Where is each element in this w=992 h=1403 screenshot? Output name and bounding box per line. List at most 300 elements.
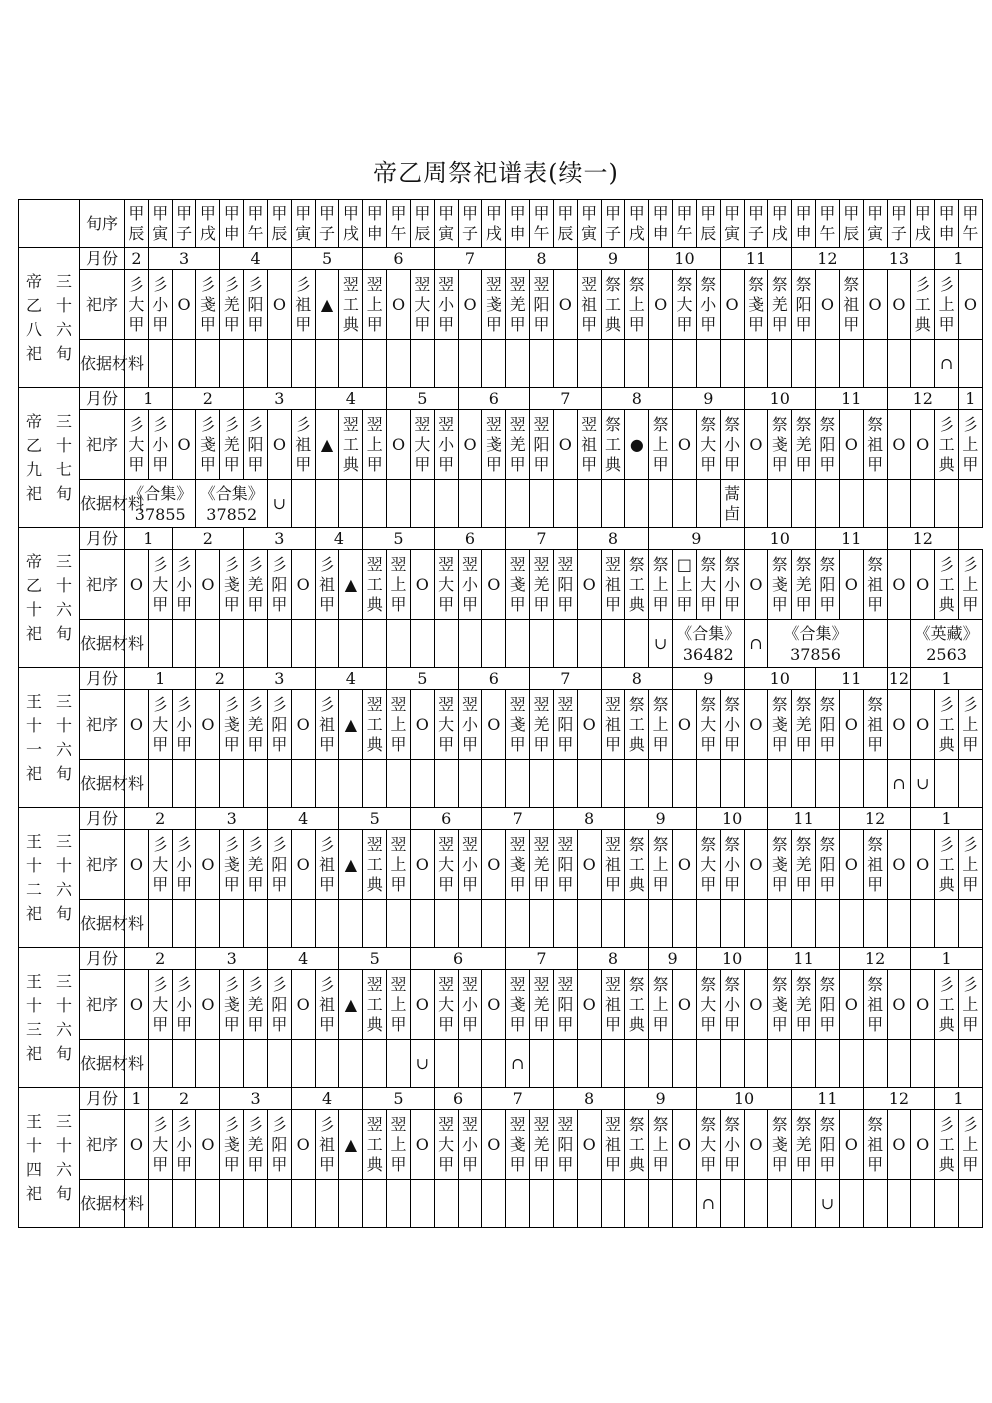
evidence-cell-empty xyxy=(172,620,196,668)
evidence-cell-empty xyxy=(792,1040,816,1088)
evidence-cell: ∪ xyxy=(911,760,935,808)
evidence-cell-empty xyxy=(530,1180,554,1228)
rite-cell: 彡 阳 甲 xyxy=(244,270,268,340)
rite-cell: ▲ xyxy=(315,270,339,340)
rite-cell: 翌 大 甲 xyxy=(434,970,458,1040)
rite-cell: 彡 工 典 xyxy=(935,1110,959,1180)
rite-cell: 祭 上 甲 xyxy=(649,410,673,480)
day-header-cell: 甲 辰 xyxy=(553,200,577,248)
rite-cell: O xyxy=(125,690,149,760)
rite-cell: 彡 羌 甲 xyxy=(244,690,268,760)
month-cell: 4 xyxy=(220,248,291,270)
evidence-cell-empty xyxy=(911,1180,935,1228)
rite-cell: 翌 羌 甲 xyxy=(506,270,530,340)
evidence-cell-empty xyxy=(577,760,601,808)
evidence-cell-empty xyxy=(839,760,863,808)
evidence-cell-empty xyxy=(506,900,530,948)
evidence-cell-empty xyxy=(387,620,411,668)
month-cell: 1 xyxy=(125,388,173,410)
rite-cell: O xyxy=(744,410,768,480)
month-cell: 2 xyxy=(125,948,196,970)
schedule-table xyxy=(18,199,983,1228)
page-title: 帝乙周祭祀谱表(续一) xyxy=(373,159,619,187)
evidence-cell-empty xyxy=(839,480,863,528)
rite-cell: 翌 阳 甲 xyxy=(553,550,577,620)
evidence-cell-empty xyxy=(482,620,506,668)
rite-cell: 彡 戔 甲 xyxy=(220,1110,244,1180)
evidence-cell-empty xyxy=(387,1040,411,1088)
month-row xyxy=(19,668,983,690)
rite-cell: O xyxy=(458,270,482,340)
rite-cell: 彡 阳 甲 xyxy=(267,1110,291,1180)
day-header-cell: 甲 寅 xyxy=(863,200,887,248)
evidence-cell-empty xyxy=(577,900,601,948)
month-cell: 9 xyxy=(673,668,744,690)
month-cell: 8 xyxy=(506,248,577,270)
evidence-cell-empty xyxy=(363,340,387,388)
evidence-cell-empty xyxy=(530,480,554,528)
rite-cell: 翌 上 甲 xyxy=(387,550,411,620)
month-cell: 6 xyxy=(458,668,529,690)
evidence-cell-empty xyxy=(887,1040,911,1088)
month-cell: 10 xyxy=(744,528,815,550)
month-cell: 10 xyxy=(744,668,815,690)
rite-cell: O xyxy=(196,690,220,760)
evidence-cell-empty xyxy=(696,760,720,808)
rite-cell: 祭 小 甲 xyxy=(720,970,744,1040)
rite-cell: 彡 阳 甲 xyxy=(267,550,291,620)
evidence-cell-empty xyxy=(887,1180,911,1228)
rite-cell: 翌 戔 甲 xyxy=(482,270,506,340)
evidence-cell: 《合集》 37855 xyxy=(125,480,196,528)
rite-cell: 翌 工 典 xyxy=(363,970,387,1040)
rite-cell: O xyxy=(410,690,434,760)
rite-cell: O xyxy=(839,970,863,1040)
month-cell: 10 xyxy=(696,808,767,830)
rite-cell: 彡 上 甲 xyxy=(958,550,982,620)
rite-cell: O xyxy=(410,1110,434,1180)
rite-cell: O xyxy=(887,550,911,620)
rite-cell: O xyxy=(125,830,149,900)
day-header-cell: 甲 寅 xyxy=(434,200,458,248)
evidence-cell-empty xyxy=(458,620,482,668)
rite-cell: 祭 小 甲 xyxy=(720,1110,744,1180)
rite-cell: 翌 工 典 xyxy=(363,1110,387,1180)
rite-cell: O xyxy=(958,270,982,340)
rite-cell: 祭 羌 甲 xyxy=(792,1110,816,1180)
rite-cell: O xyxy=(911,830,935,900)
rite-cell: 祭 工 典 xyxy=(625,970,649,1040)
evidence-cell-empty xyxy=(339,620,363,668)
rite-row xyxy=(19,1110,983,1180)
evidence-cell-empty xyxy=(792,480,816,528)
evidence-cell-empty xyxy=(649,1040,673,1088)
evidence-cell-empty xyxy=(148,760,172,808)
rite-cell: O xyxy=(125,550,149,620)
rite-cell: 祭 祖 甲 xyxy=(863,830,887,900)
month-row xyxy=(19,808,983,830)
evidence-cell-empty xyxy=(363,1180,387,1228)
rite-cell: O xyxy=(673,690,697,760)
month-cell: 9 xyxy=(625,808,696,830)
day-header-cell: 甲 申 xyxy=(220,200,244,248)
evidence-cell-empty xyxy=(267,760,291,808)
section-name-column: 帝 乙 九 祀 xyxy=(25,411,42,503)
rite-cell: 翌 小 甲 xyxy=(458,550,482,620)
evidence-cell-empty xyxy=(172,1040,196,1088)
evidence-cell: ∩ xyxy=(696,1180,720,1228)
rite-cell: 祭 羌 甲 xyxy=(792,550,816,620)
evidence-cell-empty xyxy=(315,1180,339,1228)
evidence-cell-empty xyxy=(339,1180,363,1228)
evidence-cell-empty xyxy=(339,760,363,808)
evidence-cell-empty xyxy=(935,1040,959,1088)
evidence-cell-empty xyxy=(482,760,506,808)
evidence-cell-empty xyxy=(673,760,697,808)
evidence-cell-empty xyxy=(792,900,816,948)
rite-cell: 翌 祖 甲 xyxy=(577,410,601,480)
month-cell: 11 xyxy=(816,528,887,550)
month-cell: 3 xyxy=(244,528,315,550)
evidence-cell: ∪ xyxy=(410,1040,434,1088)
month-row xyxy=(19,248,983,270)
rite-cell: 翌 羌 甲 xyxy=(530,830,554,900)
rite-cell: 彡 上 甲 xyxy=(958,970,982,1040)
rite-cell: O xyxy=(172,270,196,340)
evidence-cell-empty xyxy=(601,1040,625,1088)
rite-cell: 翌 工 典 xyxy=(363,690,387,760)
rite-cell: 祭 上 甲 xyxy=(649,550,673,620)
evidence-cell-empty xyxy=(839,1040,863,1088)
evidence-cell-empty xyxy=(363,480,387,528)
evidence-cell-empty xyxy=(625,480,649,528)
rite-cell: 彡 上 甲 xyxy=(958,690,982,760)
rite-cell: 翌 祖 甲 xyxy=(601,550,625,620)
evidence-cell-empty xyxy=(911,900,935,948)
evidence-cell: 《合集》 37856 xyxy=(768,620,863,668)
day-header-cell: 甲 寅 xyxy=(148,200,172,248)
day-header-cell: 甲 子 xyxy=(744,200,768,248)
month-cell: 2 xyxy=(125,808,196,830)
rite-cell: O xyxy=(863,270,887,340)
evidence-cell-empty xyxy=(935,900,959,948)
rite-cell: 祭 戔 甲 xyxy=(768,970,792,1040)
evidence-cell-empty xyxy=(744,480,768,528)
evidence-cell-empty xyxy=(363,1040,387,1088)
evidence-cell-empty xyxy=(911,1040,935,1088)
rite-cell: 彡 工 典 xyxy=(935,410,959,480)
day-header-cell: 甲 辰 xyxy=(267,200,291,248)
month-cell: 5 xyxy=(363,1088,434,1110)
rite-cell: O xyxy=(887,410,911,480)
rite-cell: 彡 小 甲 xyxy=(148,410,172,480)
rite-cell: 彡 大 甲 xyxy=(125,270,149,340)
month-cell: 2 xyxy=(196,668,244,690)
rite-cell: 翌 祖 甲 xyxy=(601,970,625,1040)
rite-cell: 祭 祖 甲 xyxy=(863,970,887,1040)
day-header-cell: 甲 戌 xyxy=(625,200,649,248)
rite-cell: O xyxy=(125,1110,149,1180)
evidence-cell-empty xyxy=(148,620,172,668)
month-cell: 2 xyxy=(172,528,243,550)
evidence-cell-empty xyxy=(339,480,363,528)
evidence-cell-empty xyxy=(768,900,792,948)
rite-cell: 彡 祖 甲 xyxy=(315,550,339,620)
rite-cell: O xyxy=(267,410,291,480)
evidence-cell-empty xyxy=(291,1180,315,1228)
section-name-column: 王 十 四 祀 xyxy=(25,1111,42,1203)
rite-cell: 祭 阳 甲 xyxy=(816,410,840,480)
evidence-cell: ∩ xyxy=(744,620,768,668)
rite-cell: O xyxy=(125,970,149,1040)
evidence-cell-empty xyxy=(816,340,840,388)
rite-cell: 祭 上 甲 xyxy=(649,690,673,760)
rite-cell: 翌 大 甲 xyxy=(434,1110,458,1180)
month-cell: 9 xyxy=(577,248,648,270)
month-cell: 8 xyxy=(553,808,624,830)
rite-cell: 祭 戔 甲 xyxy=(768,1110,792,1180)
rite-cell: 祭 上 甲 xyxy=(649,1110,673,1180)
evidence-cell-empty xyxy=(601,340,625,388)
month-cell: 10 xyxy=(744,388,815,410)
section-name-column: 帝 乙 十 祀 xyxy=(25,551,42,643)
rite-cell: 祭 小 甲 xyxy=(720,830,744,900)
rite-cell: 翌 大 甲 xyxy=(434,690,458,760)
rite-cell: 翌 戔 甲 xyxy=(506,830,530,900)
rite-cell: 彡 上 甲 xyxy=(958,830,982,900)
rite-cell: O xyxy=(911,690,935,760)
evidence-cell-empty xyxy=(387,900,411,948)
month-cell: 2 xyxy=(172,388,243,410)
evidence-cell-empty xyxy=(744,1040,768,1088)
evidence-cell-empty xyxy=(410,760,434,808)
section-name xyxy=(19,388,80,528)
rite-cell: 祭 上 甲 xyxy=(625,270,649,340)
rite-cell: ● xyxy=(625,410,649,480)
rite-cell: O xyxy=(839,410,863,480)
evidence-cell-empty xyxy=(506,340,530,388)
rite-cell: 彡 小 甲 xyxy=(172,690,196,760)
evidence-cell-empty xyxy=(887,900,911,948)
evidence-cell-empty xyxy=(482,900,506,948)
rite-cell: O xyxy=(887,830,911,900)
rite-cell: 彡 上 甲 xyxy=(958,410,982,480)
rite-row xyxy=(19,410,983,480)
rite-cell: O xyxy=(673,410,697,480)
rite-cell: ▲ xyxy=(339,970,363,1040)
month-cell: 8 xyxy=(601,388,672,410)
evidence-cell-empty xyxy=(553,1180,577,1228)
evidence-cell-empty xyxy=(863,620,887,668)
evidence-cell: 蒿 卣 xyxy=(720,480,744,528)
evidence-cell-empty xyxy=(267,1040,291,1088)
rite-cell: 祭 阳 甲 xyxy=(792,270,816,340)
rite-cell: 翌 小 甲 xyxy=(458,830,482,900)
rite-cell: 翌 上 甲 xyxy=(387,970,411,1040)
evidence-cell-empty xyxy=(148,1040,172,1088)
evidence-cell-empty xyxy=(196,900,220,948)
month-cell: 10 xyxy=(696,948,767,970)
rite-cell: O xyxy=(553,410,577,480)
month-cell: 3 xyxy=(148,248,219,270)
rite-cell: O xyxy=(911,410,935,480)
rite-cell: O xyxy=(839,550,863,620)
evidence-cell-empty xyxy=(863,1180,887,1228)
rite-cell: 彡 阳 甲 xyxy=(244,410,268,480)
evidence-cell-empty xyxy=(291,480,315,528)
evidence-cell-empty xyxy=(863,1040,887,1088)
section-name-column: 三 十 六 旬 xyxy=(56,691,73,783)
rite-cell: 彡 羌 甲 xyxy=(244,1110,268,1180)
section-name-column: 三 十 六 旬 xyxy=(56,971,73,1063)
evidence-cell-empty xyxy=(863,760,887,808)
evidence-cell-empty xyxy=(768,480,792,528)
rite-cell: 彡 阳 甲 xyxy=(267,830,291,900)
evidence-row xyxy=(19,1040,983,1088)
rite-cell: ▲ xyxy=(339,1110,363,1180)
rite-cell: 祭 羌 甲 xyxy=(792,830,816,900)
day-header-cell: 甲 戌 xyxy=(339,200,363,248)
rite-cell: 翌 戔 甲 xyxy=(506,550,530,620)
rite-cell: 彡 羌 甲 xyxy=(220,270,244,340)
evidence-cell-empty xyxy=(744,760,768,808)
evidence-cell-empty xyxy=(291,620,315,668)
rite-cell: O xyxy=(816,270,840,340)
section-name xyxy=(19,948,80,1088)
day-header-cell: 甲 子 xyxy=(172,200,196,248)
day-header-cell: 甲 戌 xyxy=(482,200,506,248)
rite-cell: 彡 上 甲 xyxy=(935,270,959,340)
evidence-cell-empty xyxy=(720,340,744,388)
rite-cell: 彡 大 甲 xyxy=(148,690,172,760)
section-name-column: 三 十 六 旬 xyxy=(56,1111,73,1203)
evidence-cell-empty xyxy=(673,900,697,948)
rite-cell: O xyxy=(458,410,482,480)
rite-cell: 翌 戔 甲 xyxy=(506,970,530,1040)
rite-cell: O xyxy=(744,1110,768,1180)
rite-cell: ▲ xyxy=(339,690,363,760)
rite-cell: 翌 羌 甲 xyxy=(530,970,554,1040)
rite-cell: 祭 大 甲 xyxy=(696,690,720,760)
rite-cell: O xyxy=(172,410,196,480)
month-cell: 1 xyxy=(911,668,982,690)
month-cell: 1 xyxy=(125,528,173,550)
rite-cell: 祭 小 甲 xyxy=(720,410,744,480)
evidence-cell-empty xyxy=(315,620,339,668)
evidence-cell-empty xyxy=(601,760,625,808)
evidence-row xyxy=(19,620,983,668)
section-name-column: 三 十 六 旬 xyxy=(56,831,73,923)
evidence-label: 依据材料 xyxy=(80,480,125,528)
rite-cell: 祭 大 甲 xyxy=(696,830,720,900)
rite-label: 祀序 xyxy=(80,830,125,900)
rite-cell: O xyxy=(482,1110,506,1180)
day-header-cell: 甲 午 xyxy=(244,200,268,248)
rite-cell: 祭 羌 甲 xyxy=(768,270,792,340)
day-header-cell: 甲 申 xyxy=(792,200,816,248)
rite-cell: O xyxy=(911,550,935,620)
evidence-cell-empty xyxy=(196,340,220,388)
evidence-cell-empty xyxy=(696,480,720,528)
evidence-cell-empty xyxy=(410,480,434,528)
rite-cell: O xyxy=(744,690,768,760)
month-cell: 9 xyxy=(649,528,744,550)
evidence-cell-empty xyxy=(696,1040,720,1088)
evidence-cell-empty xyxy=(315,760,339,808)
day-header-cell: 甲 申 xyxy=(935,200,959,248)
evidence-cell: 《英藏》 2563 xyxy=(911,620,982,668)
rite-cell: 彡 戔 甲 xyxy=(220,970,244,1040)
evidence-cell-empty xyxy=(958,1180,982,1228)
evidence-cell-empty xyxy=(387,480,411,528)
month-cell: 10 xyxy=(696,1088,791,1110)
evidence-cell-empty xyxy=(673,340,697,388)
day-header-cell: 甲 午 xyxy=(816,200,840,248)
rite-cell: 祭 小 甲 xyxy=(720,690,744,760)
rite-cell: 彡 大 甲 xyxy=(125,410,149,480)
evidence-cell-empty xyxy=(887,620,911,668)
month-cell: 7 xyxy=(530,388,601,410)
rite-cell: 祭 戔 甲 xyxy=(768,690,792,760)
rite-cell: 翌 羌 甲 xyxy=(530,690,554,760)
day-header-cell: 甲 寅 xyxy=(577,200,601,248)
evidence-cell-empty xyxy=(172,900,196,948)
rite-cell: O xyxy=(482,550,506,620)
evidence-cell-empty xyxy=(196,1180,220,1228)
rite-cell: O xyxy=(482,830,506,900)
month-cell: 5 xyxy=(339,948,410,970)
rite-cell: 彡 小 甲 xyxy=(172,550,196,620)
evidence-cell-empty xyxy=(363,620,387,668)
evidence-cell-empty xyxy=(196,620,220,668)
rite-cell: 彡 小 甲 xyxy=(172,1110,196,1180)
rite-cell: 彡 戔 甲 xyxy=(220,830,244,900)
day-header-cell: 甲 寅 xyxy=(720,200,744,248)
rite-cell: 翌 小 甲 xyxy=(434,270,458,340)
evidence-cell-empty xyxy=(291,760,315,808)
evidence-cell-empty xyxy=(673,1040,697,1088)
evidence-cell-empty xyxy=(577,340,601,388)
rite-cell: O xyxy=(673,970,697,1040)
rite-cell: ▲ xyxy=(339,550,363,620)
rite-cell: 祭 戔 甲 xyxy=(768,410,792,480)
month-cell: 3 xyxy=(196,948,267,970)
rite-cell: O xyxy=(291,830,315,900)
evidence-cell-empty xyxy=(410,620,434,668)
evidence-cell-empty xyxy=(482,1040,506,1088)
rite-cell: 翌 祖 甲 xyxy=(601,1110,625,1180)
evidence-cell: 《合集》 36482 xyxy=(673,620,744,668)
evidence-cell-empty xyxy=(220,900,244,948)
rite-cell: 祭 祖 甲 xyxy=(863,1110,887,1180)
month-label: 月份 xyxy=(80,388,125,410)
section-name-column: 三 十 六 旬 xyxy=(56,551,73,643)
evidence-cell-empty xyxy=(339,1040,363,1088)
month-cell: 7 xyxy=(530,668,601,690)
evidence-cell-empty xyxy=(220,340,244,388)
evidence-cell-empty xyxy=(148,340,172,388)
month-cell: 11 xyxy=(792,1088,863,1110)
evidence-cell-empty xyxy=(434,900,458,948)
evidence-cell-empty xyxy=(863,900,887,948)
rite-cell: ▲ xyxy=(315,410,339,480)
rite-cell: 祭 工 典 xyxy=(625,1110,649,1180)
rite-cell: O xyxy=(887,690,911,760)
rite-cell: 彡 羌 甲 xyxy=(244,970,268,1040)
evidence-cell-empty xyxy=(267,620,291,668)
evidence-cell-empty xyxy=(434,620,458,668)
evidence-cell-empty xyxy=(387,340,411,388)
